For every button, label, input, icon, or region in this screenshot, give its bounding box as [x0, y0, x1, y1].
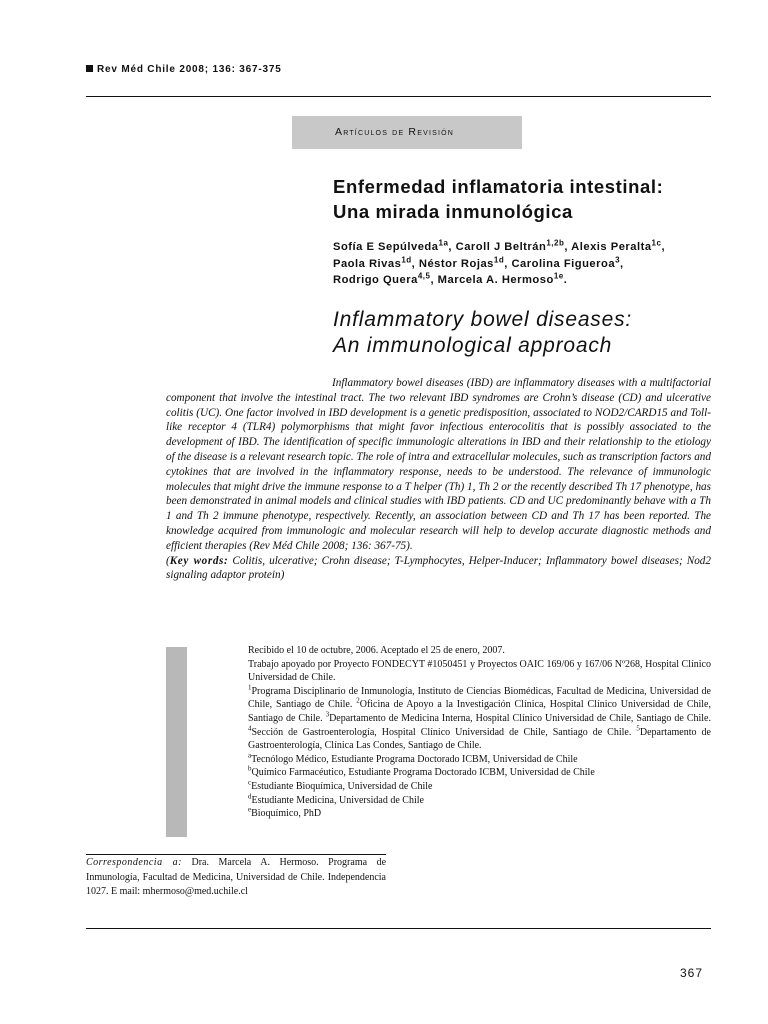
role-note	[248, 766, 711, 780]
role-note	[248, 807, 711, 821]
article-title-line: Una mirada inmunológica	[333, 201, 573, 222]
role-note	[248, 753, 711, 767]
author-line	[333, 239, 723, 256]
received-note: Recibido el 10 de octubre, 2006. Aceptado el 25 de enero, 2007.	[248, 645, 505, 656]
affiliation-text: Programa Disciplinario de Inmunología, Instituto de Ciencias Biomédicas, Facultad de Medicina, Universidad de Chile, Santiago de Chile.	[248, 685, 711, 711]
bottom-divider	[86, 928, 711, 929]
author-line	[333, 272, 723, 289]
role-marker: c	[248, 778, 252, 787]
keywords-text: Colitis, ulcerative; Crohn disease; T-Lymphocytes, Helper-Inducer; Inflammatory bowel diseases; Nod2 signaling adaptor protein)	[166, 554, 711, 582]
english-title-line: An immunological approach	[333, 334, 613, 357]
affiliation-marker: 1	[248, 683, 252, 692]
square-bullet-icon	[86, 65, 93, 72]
role-text: Tecnólogo Médico, Estudiante Programa Doctorado ICBM, Universidad de Chile	[251, 753, 578, 765]
affiliation-text: Departamento de Medicina Interna, Hospital Clínico Universidad de Chile, Santiago de Chile.	[329, 712, 711, 724]
affiliation-text: Oficina de Apoyo a la Investigación Clínica, Hospital Clínico Universidad de Chile, Santiago de Chile.	[248, 699, 711, 724]
author-affiliation-marker: 1d	[401, 254, 412, 264]
affiliation-marker: 2	[356, 697, 360, 706]
role-text: Bioquímico, PhD	[251, 808, 322, 820]
author-separator: ,	[430, 274, 438, 286]
article-title	[333, 174, 723, 224]
role-marker: b	[248, 765, 252, 774]
top-divider	[86, 96, 711, 97]
affiliations	[248, 685, 711, 753]
role-text: Estudiante Bioquímica, Universidad de Chile	[251, 780, 433, 792]
notes-side-bar	[166, 647, 187, 837]
author-name: Néstor Rojas	[418, 257, 494, 270]
role-note	[248, 794, 711, 808]
role-text: Estudiante Medicina, Universidad de Chile	[251, 794, 424, 806]
author-separator: ,	[504, 257, 512, 270]
author-name: Rodrigo Quera	[333, 274, 418, 286]
abstract-text: Inflammatory bowel diseases (IBD) are inflammatory diseases with a multifactorial component that involve the intestinal tract. The two relevant IBD syndromes are Crohn’s disease (CD) and ulcerative colitis (UC). One factor involved in IBD development is a genetic predisposition, associated to NOD2/CARD15 and Toll-like receptor 4 (TLR4) polymorphisms that might favor infectious enterocolitis that is possibly associated to the development of IBD. The identification of specific immunologic alterations in IBD and their relationship to the etiology of the disease is a relevant research topic. The role of intra and extracellular molecules, such as transcription factors and cytokines that are involved in the inflammatory response, needs to be understood. The relevance of immunologic molecules that might drive the immune response to a T helper (Th) 1, Th 2 or the recently described Th 17 phenotype, has been demonstrated in animal models and clinical studies with IBD patients. CD and UC predominantly behave with a Th 1 and Th 2 immune phenotype, respectively. Recently, an association between CD and Th 17 has been reported. The knowledge acquired from immunologic and molecular research will help to develop accurate diagnostic methods and efficient therapies (Rev Méd Chile 2008; 136: 367-75).	[166, 377, 711, 552]
author-separator: ,	[661, 241, 666, 253]
author-name: Carolina Figueroa	[511, 257, 616, 270]
section-label: Artículos de Revisión	[335, 126, 455, 138]
author-separator: ,	[411, 257, 419, 270]
author-separator: .	[563, 274, 568, 286]
english-title-line: Inflammatory bowel diseases:	[333, 308, 633, 331]
affiliation-marker: 5	[636, 724, 640, 733]
keywords	[166, 554, 711, 584]
author-name: Caroll J Beltrán	[455, 241, 547, 253]
author-name: Alexis Peralta	[571, 241, 652, 253]
author-name: Paola Rivas	[333, 257, 402, 270]
author-affiliation-marker: 1d	[493, 254, 505, 264]
role-marker: a	[248, 751, 252, 760]
funding-note: Trabajo apoyado por Proyecto FONDECYT #1050451 y Proyectos OAIC 169/06 y 167/06 Nº268, Hospital Clínico Universidad de Chile.	[248, 658, 711, 684]
author-affiliation-marker: 1a	[438, 238, 449, 248]
author-separator: ,	[448, 241, 456, 253]
page-number: 367	[680, 966, 704, 980]
role-marker: e	[248, 805, 252, 814]
article-title-line: Enfermedad inflamatoria intestinal:	[333, 176, 664, 197]
author-separator: ,	[620, 257, 624, 270]
affiliation-text: Sección de Gastroenterología, Hospital Clínico Universidad de Chile, Santiago de Chile.	[251, 726, 637, 738]
role-note	[248, 780, 711, 794]
author-separator: ,	[564, 241, 572, 253]
correspondence-label: Correspondencia a:	[86, 857, 182, 868]
correspondence-text: Dra. Marcela A. Hermoso. Programa de Inmunología, Facultad de Medicina, Universidad de Chile. Independencia 1027. E mail: mhermoso@med.uchile.cl	[86, 857, 387, 897]
author-name: Sofía E Sepúlveda	[333, 241, 439, 253]
correspondence	[86, 856, 386, 900]
author-list	[333, 239, 723, 289]
affiliation-marker: 4	[248, 724, 252, 733]
author-affiliation-marker: 1c	[651, 238, 662, 248]
author-line	[333, 256, 723, 273]
journal-reference-text: Rev Méd Chile 2008; 136: 367-375	[97, 64, 282, 75]
english-title	[333, 307, 723, 359]
role-text: Químico Farmacéutico, Estudiante Programa Doctorado ICBM, Universidad de Chile	[251, 767, 595, 779]
author-affiliation-marker: 4,5	[417, 271, 431, 281]
author-affiliation-marker: 1,2b	[546, 238, 565, 248]
author-affiliation-marker: 1e	[553, 271, 564, 281]
affiliation-text: Departamento de Gastroenterología, Clínica Las Condes, Santiago de Chile.	[248, 726, 711, 752]
role-marker: d	[248, 792, 252, 801]
keywords-label: Key words:	[169, 554, 229, 567]
journal-reference	[86, 64, 282, 75]
section-label-box	[292, 116, 522, 149]
abstract	[166, 376, 711, 583]
keywords-open-paren: (	[166, 554, 170, 567]
author-name: Marcela A. Hermoso	[437, 274, 554, 286]
affiliation-marker: 3	[325, 710, 330, 719]
article-notes	[248, 644, 711, 821]
author-affiliation-marker: 3	[615, 254, 621, 264]
correspondence-divider	[86, 854, 386, 855]
